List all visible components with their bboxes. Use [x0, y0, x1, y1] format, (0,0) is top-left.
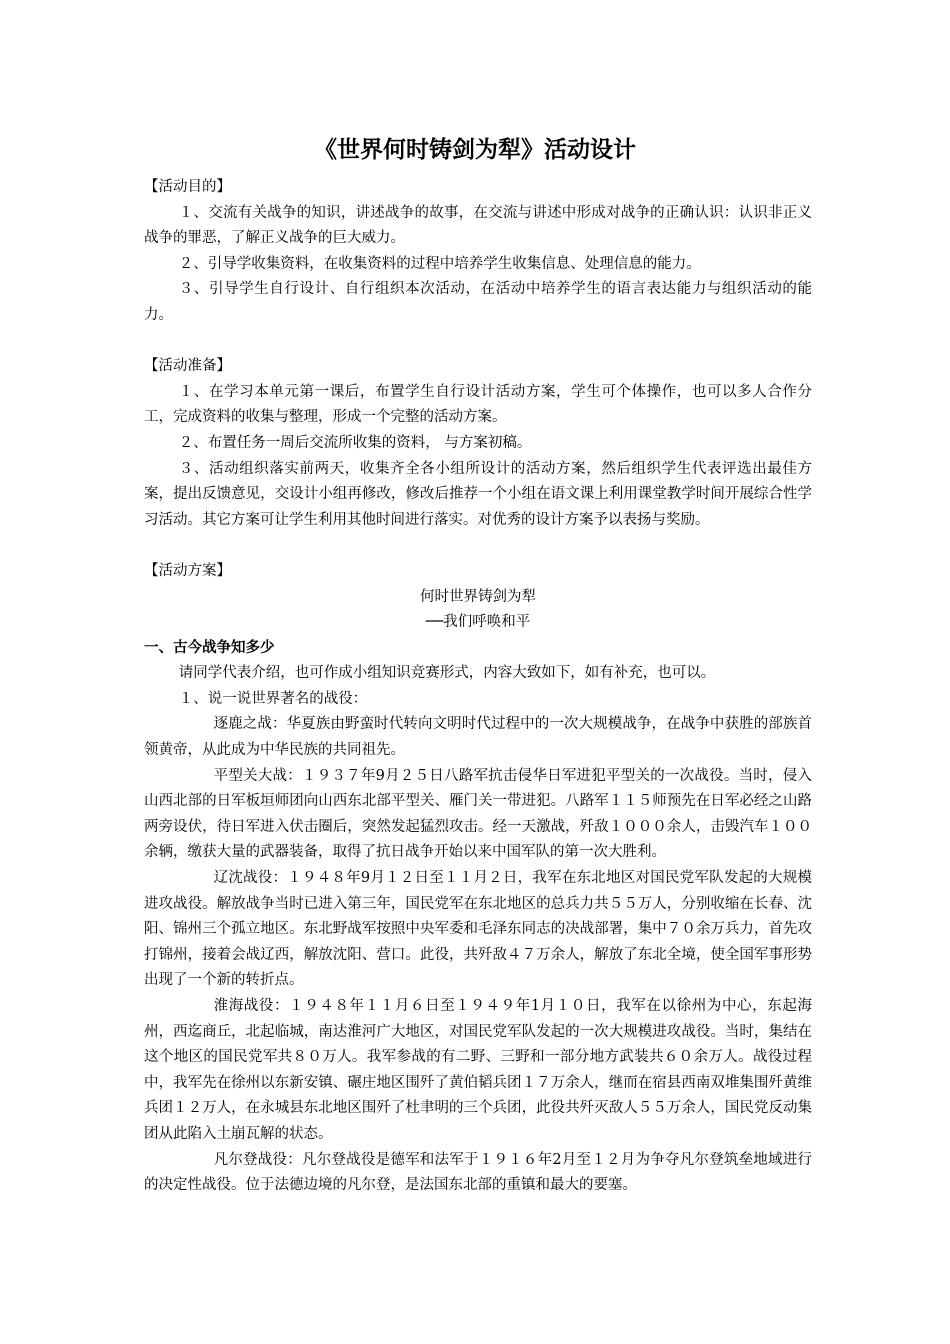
goal-heading: 【活动目的】	[144, 179, 231, 195]
battle-paragraph: 辽沈战役：１９４８年9月１２日至１１月２日，我军在东北地区对国民党军队发起的大规模进攻战役。解放战争当时已进入第三年，国民党军在东北地区的总兵力共５５万人，分别收缩在长春、沈阳、锦州三个孤立地区。东北野战军按照中央军委和毛泽东同志的决战部署，集中７０余万兵力，首先攻打锦州，接着会战辽西，解放沈阳、营口。此役，共歼敌４７万余人，解放了东北全境，使全国军事形势出现了一个新的转折点。	[144, 870, 812, 989]
document-body	[144, 175, 812, 1199]
spacer	[144, 329, 812, 355]
section-heading: 一、古今战争知多少	[144, 639, 275, 656]
prep-heading: 【活动准备】	[144, 358, 231, 375]
battle-paragraph: 凡尔登战役：凡尔登战役是德军和法军于１９１６年2月至１２月为争夺凡尔登筑垒地域进行的决定性战役。位于法德边境的凡尔登，是法国东北部的重镇和最大的要塞。	[144, 1151, 812, 1194]
spacer	[144, 533, 812, 559]
goal-item-2: ２、引导学收集资料，在收集资料的过程中培养学生收集信息、处理信息的能力。	[178, 255, 701, 272]
plan-title: 何时世界铸剑为犁	[420, 588, 536, 605]
section-intro: 请同学代表介绍，也可作成小组知识竞赛形式，内容大致如下，如有补充，也可以。	[178, 665, 716, 682]
subsection-heading: １、说一说世界著名的战役：	[178, 690, 368, 707]
document-title: 《世界何时铸剑为犁》活动设计	[314, 137, 636, 163]
battle-paragraph: 平型关大战：１９３７年9月２５日八路军抗击侵华日军进犯平型关的一次战役。当时，侵入山西北部的日军板垣师团向山西东北部平型关、雁门关一带进犯。八路军１１５师预先在日军必经之山路两旁设伏，待日军进入伏击圈后，突然发起猛烈攻击。经一天激战，歼敌１０００余人，击毁汽车１００余辆，缴获大量的武器装备，取得了抗日战争开始以来中国军队的第一次大胜利。	[144, 767, 812, 861]
prep-item-2: ２、布置任务一周后交流所收集的资料， 与方案初稿。	[178, 434, 532, 451]
plan-subtitle: ──我们呼唤和平	[425, 614, 531, 631]
battle-paragraph: 淮海战役：１９４８年１１月６日至１９４９年1月１０日，我军在以徐州为中心，东起海州，西迄商丘，北起临城，南达淮河广大地区，对国民党军队发起的一次大规模进攻战役。当时，集结在这个地区的国民党军共８０万人。我军参战的有二野、三野和一部分地方武装共６０余万人。战役过程中，我军先在徐州以东新安镇、碾庄地区围歼了黄伯韬兵团１７万余人，继而在宿县西南双堆集围歼黄维兵团１２万人，在永城县东北地区围歼了杜聿明的三个兵团，此役共歼灭敌人５５万余人，国民党反动集团从此陷入土崩瓦解的状态。	[144, 998, 812, 1142]
goal-item-1: １、交流有关战争的知识，讲述战争的故事，在交流与讲述中形成对战争的正确认识：认识非正义战争的罪恶，了解正义战争的巨大威力。	[144, 204, 812, 247]
prep-item-3: ３、活动组织落实前两天，收集齐全各小组所设计的活动方案，然后组织学生代表评选出最佳方案，提出反馈意见，交设计小组再修改，修改后推荐一个小组在语文课上利用课堂教学时间开展综合性学习活动。其它方案可让学生利用其他时间进行落实。对优秀的设计方案予以表扬与奖励。	[144, 460, 812, 528]
plan-heading: 【活动方案】	[144, 562, 231, 579]
goal-item-3: ３、引导学生自行设计、自行组织本次活动，在活动中培养学生的语言表达能力与组织活动的能力。	[144, 281, 812, 323]
battle-paragraph: 逐鹿之战：华夏族由野蛮时代转向文明时代过程中的一次大规模战争，在战争中获胜的部族首领黄帝，从此成为中华民族的共同祖先。	[144, 716, 812, 759]
prep-item-1: １、在学习本单元第一课后，布置学生自行设计活动方案，学生可个体操作，也可以多人合作分工，完成资料的收集与整理，形成一个完整的活动方案。	[144, 383, 812, 426]
